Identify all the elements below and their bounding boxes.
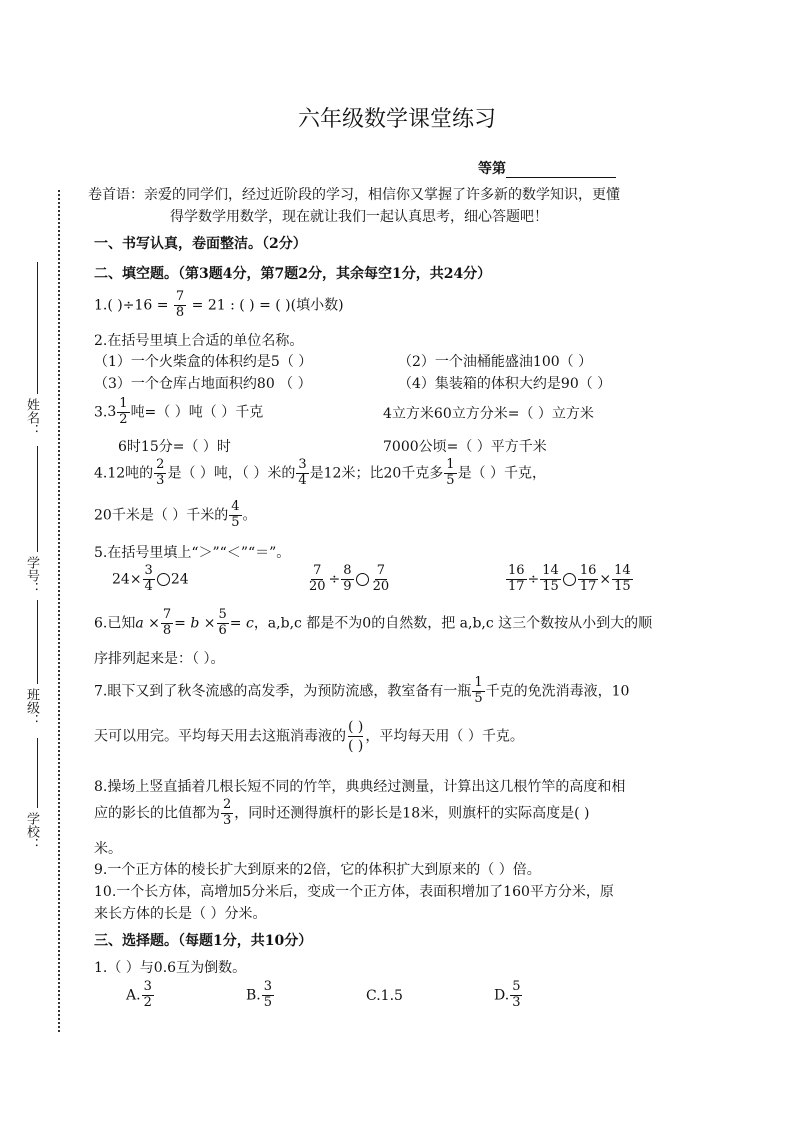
choice-question-1: 1.（ ）与0.6互为倒数。	[94, 960, 247, 976]
option-b[interactable]: B. $\frac{3}{5}$	[246, 979, 273, 1010]
question-5-expr-3: $\frac{16}{17}$ ÷ $\frac{14}{15}$ $\frac{16}{17}$ × $\frac{14}{15}$	[508, 563, 631, 594]
question-8-line-1: 8.操场上竖直插着几根长短不同的竹竿，典典经过测量，计算出这几根竹竿的高度和相	[94, 779, 626, 795]
compare-circle[interactable]	[356, 573, 369, 586]
school-blank[interactable]	[37, 738, 38, 808]
number-blank[interactable]	[37, 446, 38, 552]
option-c[interactable]: C.1.5	[366, 988, 403, 1004]
question-9: 9.一个正方体的棱长扩大到原来的2倍，它的体积扩大到原来的（ ）倍。	[94, 862, 541, 878]
question-6-line-2: 序排列起来是：（ ）。	[94, 651, 225, 667]
question-7-line-1: 7.眼下又到了秋冬流感的高发季，为预防流感，教室备有一瓶 $\frac{1}{5}$ 千克的免洗消毒液，10	[94, 675, 630, 706]
question-7-line-2: 天可以用完。平均每天用去这瓶消毒液的 ( ) ( ) ，平均每天用（ ）千克。	[94, 719, 524, 755]
fraction: $\frac{7}{8}$	[175, 289, 185, 320]
question-2-item-2: （2）一个油桶能盛油100（ ）	[398, 354, 593, 370]
intro-line-2: 得学数学用数学，现在就让我们一起认真思考，细心答题吧！	[170, 209, 548, 225]
intro-line-1: 卷首语：亲爱的同学们，经过近阶段的学习，相信你又掌握了许多新的数学知识，更懂	[88, 187, 620, 203]
binding-dotted-line	[58, 190, 60, 1032]
section-1-heading: 一、书写认真，卷面整洁。（2分）	[94, 236, 307, 252]
question-2-stem: 2.在括号里填上合适的单位名称。	[94, 333, 304, 349]
question-3-part-a: 3. 3 $\frac{1}{2}$ 吨=（ ）吨（ ）千克	[94, 396, 264, 427]
question-3-part-d: 7000公顷=（ ）平方千米	[383, 439, 547, 455]
sidebar-class-label: 班级：	[24, 688, 39, 727]
question-3-part-b: 4立方米60立方分米=（ ）立方米	[383, 406, 594, 422]
class-blank[interactable]	[37, 600, 38, 684]
question-8-line-2: 应的影长的比值都为 $\frac{2}{3}$ ，同时还测得旗杆的影长是18米，则旗杆的实际高度是( )	[94, 797, 590, 828]
page-title: 六年级数学课堂练习	[297, 107, 496, 132]
question-8-line-3: 米。	[94, 841, 122, 857]
question-1: 1.( )÷16 = $\frac{7}{8}$ = 21 : ( ) = ( )(填小数)	[94, 289, 344, 320]
question-2-item-1: （1）一个火柴盒的体积约是5（ ）	[94, 354, 313, 370]
question-5-expr-1: 24× $\frac{3}{4}$ 24	[112, 563, 189, 594]
question-3-part-c: 6时15分=（ ）时	[118, 439, 231, 455]
question-2-item-3: （3）一个仓库占地面积约80 （ ）	[94, 376, 312, 392]
question-4-line-1: 4.12吨的 $\frac{2}{3}$ 是（ ）吨，（ ）米的 $\frac{3}{4}$ 是12米；比20千克多 $\frac{1}{5}$ 是（ ）千克，	[94, 457, 547, 488]
question-6-line-1: 6.已知a × $\frac{7}{8}$ = b × $\frac{5}{6}$ = c，a,b,c 都是不为0的自然数，把 a,b,c 这三个数按从小到大的顺	[94, 607, 653, 638]
sidebar-school-label: 学校：	[24, 812, 39, 851]
question-10-line-1: 10.一个长方体，高增加5分米后，变成一个正方体，表面积增加了160平方分米，原	[94, 884, 614, 900]
question-2-item-4: （4）集装箱的体积大约是90（ ）	[398, 376, 612, 392]
section-2-heading: 二、填空题。（第3题4分，第7题2分，其余每空1分，共24分）	[94, 266, 492, 282]
option-a[interactable]: A. $\frac{3}{2}$	[126, 979, 152, 1010]
question-5-stem: 5.在括号里填上“＞”“＜”“＝”。	[94, 545, 291, 561]
sidebar-name-label: 姓名：	[24, 398, 39, 437]
grade-label: 等第	[478, 161, 506, 177]
compare-circle[interactable]	[563, 573, 576, 586]
name-blank[interactable]	[37, 262, 38, 394]
option-d[interactable]: D. $\frac{5}{3}$	[494, 979, 521, 1010]
sidebar-number-label: 学号：	[24, 556, 39, 595]
compare-circle[interactable]	[157, 573, 170, 586]
answer-fraction-blank[interactable]: ( ) ( )	[348, 719, 364, 755]
question-5-expr-2: $\frac{7}{20}$ ÷ $\frac{8}{9}$ $\frac{7}{20}$	[309, 563, 390, 594]
section-3-heading: 三、选择题。（每题1分，共10分）	[94, 933, 313, 949]
grade-field	[478, 158, 616, 178]
grade-blank[interactable]	[506, 165, 616, 178]
question-4-line-2: 20千米是（ ）千米的 $\frac{4}{5}$ 。	[94, 499, 257, 530]
question-10-line-2: 来长方体的长是（ ）分米。	[94, 906, 267, 922]
